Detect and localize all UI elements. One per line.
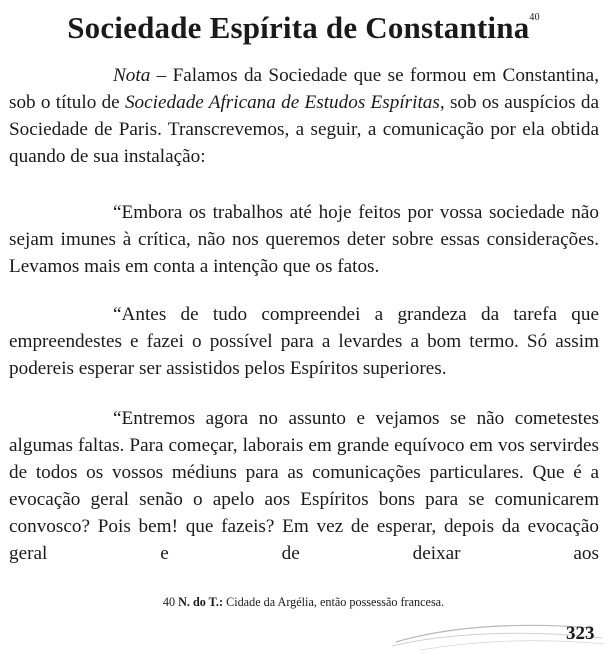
paragraph-4 <box>9 405 599 567</box>
page-title <box>0 10 607 46</box>
footnote-number: 40 <box>162 595 176 609</box>
society-name: Sociedade Africana de Estudos Espíritas <box>124 92 440 113</box>
paragraph-2 <box>9 199 599 280</box>
paragraph-3-text: “Antes de tudo compreendei a grandeza da tarefa que empreendestes e fazei o possível para a levardes a bom termo. Só assim podereis esperar ser assistidos pelos Espíritos superiores. <box>9 304 599 379</box>
nota-text-b: , sob os auspícios da Sociedade de Paris. Transcrevemos, a seguir, a comunicação por ela obtida quando de sua instalação: <box>9 92 599 167</box>
footnote <box>0 595 607 610</box>
nota-label: Nota <box>113 65 151 86</box>
paragraph-3 <box>9 301 599 382</box>
paragraph-2-text: “Embora os trabalhos até hoje feitos por vossa sociedade não sejam imunes à crítica, não nos queremos deter sobre essas considerações. Levamos mais em conta a intenção que os fatos. <box>9 202 599 277</box>
footnote-label: N. do T.: <box>178 595 224 609</box>
title-text: Sociedade Espírita de Constantina <box>67 10 530 45</box>
page-number: 323 <box>566 623 595 644</box>
title-footnote-ref: 40 <box>529 12 540 23</box>
paragraph-nota <box>9 62 599 170</box>
nota-text-a: – Falamos da Sociedade que se formou em Constantina, sob o título de <box>9 65 599 113</box>
paragraph-4-text: “Entremos agora no assunto e vejamos se não cometestes algumas faltas. Para começar, laborais em grande equívoco em vos servirdes de todos os vossos médiuns para as comunicações particulares. Que é a evocação geral senão o apelo aos Espíritos bons para se comunicarem convosco? Pois bem! que fazeis? Em vez de esperar, depois da evocação geral e de deixar aos <box>9 408 599 564</box>
footnote-text: Cidade da Argélia, então possessão francesa. <box>223 595 445 609</box>
